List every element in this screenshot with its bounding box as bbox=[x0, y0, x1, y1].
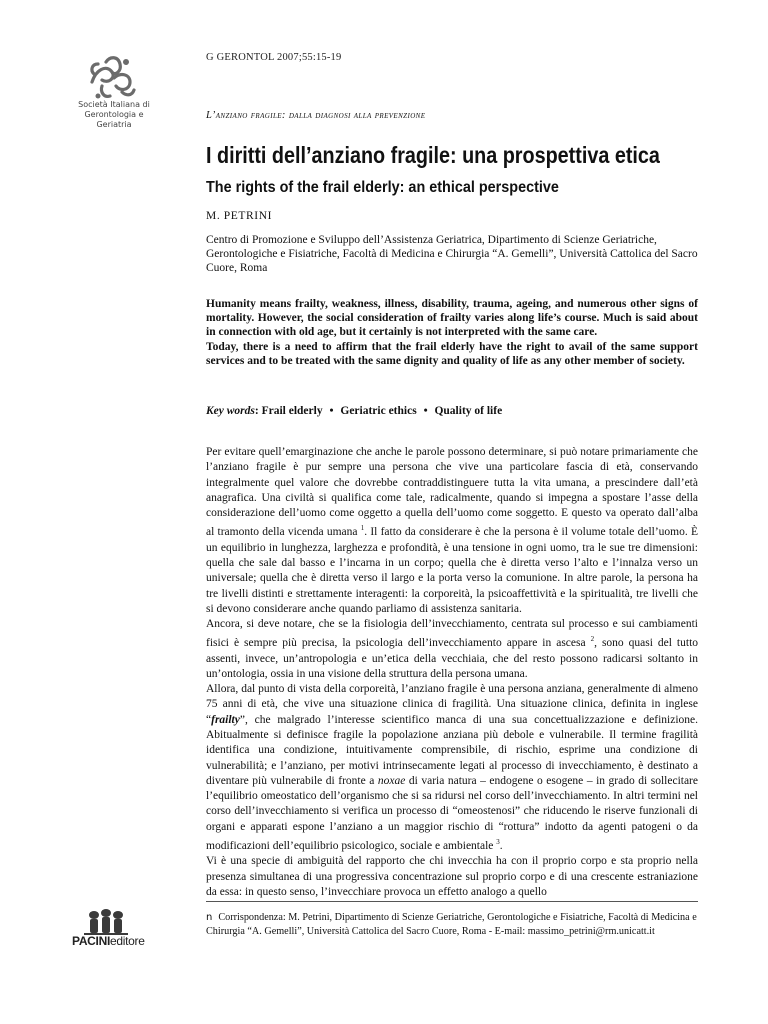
body-text-run: ”, che malgrado l’interesse scientifico manca di una sua concettualizzazione e definizione. Abitualmente si definisce fragile la popolazione anziana più debole e vulnerabile. Il termine fragilità identifica una condizione, intuitivamente comprensibile, di rischio, esprime una condizione di vulnerabilità; e l’anziano, per motivi intrinsecamente legati al processo di invecchiamento, è destinato a diventare più vulnerabile di fronte a bbox=[206, 713, 698, 787]
keyword: Geriatric ethics bbox=[340, 405, 417, 417]
body-paragraph bbox=[206, 682, 698, 854]
body-text-run: , sono quasi del tutto assenti, invece, un’antropologia e un’etica della vecchiaia, che del resto possono radicarsi soltanto in un’ontologia, ossia in una visione della struttura della persona umana. bbox=[206, 637, 699, 680]
body-text-run: di varia natura – endogene o esogene – in grado di sollecitare l’equilibrio omeostatico dell’organismo che si sa ridursi nel corso dell’invecchiamento. In altri termini nel corso dell’invecchiamento si verifica un processo di “omeostenosi” che riducendo le riserve funzionali di organi e apparati espone l’anziano a un maggior rischio di “rottura” indotto da agenti patogeni o da modificazioni dell’equilibrio psicologico, sociale e ambientale bbox=[206, 774, 698, 852]
body-text-run: . Il fatto da considerare è che la persona è il volume totale dell’uomo. È un equilibrio in lunghezza, larghezza e profondità, è una tensione in ogni uomo, tra le sue tre dimensioni: quella che sale dal basso e l’incarna in un corpo; quella che è diretta verso l’alto e l’innalza verso un universale; quella che è diretta verso il largo e la porta verso la comunione. In altre parole, la persona ha tre livelli distinti e strettamente interagenti: la corporeità, la psicoaffettività e la spiritualità, tre livelli che si devono considerare anche quando parliamo di assistenza sanitaria. bbox=[206, 526, 699, 615]
publisher-logo-icon bbox=[82, 905, 130, 937]
journal-citation: G GERONTOL 2007;55:15-19 bbox=[206, 52, 342, 63]
keywords bbox=[206, 404, 698, 418]
emphasis-term: frailty bbox=[211, 713, 240, 726]
abstract-paragraph: Humanity means frailty, weakness, illness, disability, trauma, ageing, and numerous other signs of mortality. However, the social consideration of frailty varies along life’s course. Much is said about in connection with old age, but it certainly is not interpreted with the same care. bbox=[206, 298, 698, 339]
section-label: L’anziano fragile: dalla diagnosi alla prevenzione bbox=[206, 110, 426, 121]
abstract-paragraph: Today, there is a need to affirm that the frail elderly have the right to avail of the same support services and to be treated with the same dignity and quality of life as any other member of society. bbox=[206, 340, 698, 367]
publisher-name-light: editore bbox=[109, 934, 145, 948]
reference-marker[interactable]: 2 bbox=[590, 635, 595, 644]
footnote-marker: n bbox=[206, 912, 213, 923]
body-text-run: Per evitare quell’emarginazione che anche le parole possono determinare, si può notare primariamente che l’anziano fragile è pur sempre una persona che vive una particolare fascia di età, conservando integralmente quel valore che dovrebbe contraddistinguere tutta la vita umana, a prescindere dall’età anagrafica. Una civiltà si qualifica come tale, radicalmente, quando si impegna a spostare l’asse della considerazione dell’uomo come oggetto a quella dell’uomo come soggetto. E questo va operato dall’alba al tramonto della vicenda umana bbox=[206, 446, 698, 539]
correspondence-footnote bbox=[206, 911, 698, 938]
bullet-icon: • bbox=[329, 405, 334, 417]
publisher-name bbox=[72, 934, 152, 948]
society-name-line: Geriatria bbox=[96, 120, 132, 129]
body-paragraph bbox=[206, 617, 698, 682]
body-text bbox=[206, 445, 698, 900]
bullet-icon: • bbox=[423, 405, 428, 417]
footnote-text: Corrispondenza: M. Petrini, Dipartimento di Scienze Geriatriche, Gerontologiche e Fisiatriche, Facoltà di Medicina e Chirurgia “A. Gemelli”, Università Cattolica del Sacro Cuore, Roma - E-mail: massimo_petrini@rm.unicatt.it bbox=[206, 912, 697, 937]
body-text-run: Allora, dal punto di vista della corporeità, l’anziano fragile è una persona anziana, generalmente di almeno 75 anni di età, che vive una situazione clinica di fragilità. Una situazione clinica, definita in inglese “ bbox=[206, 683, 698, 726]
society-name bbox=[60, 100, 168, 130]
keywords-colon: : bbox=[254, 405, 262, 417]
body-text-run: . bbox=[499, 839, 503, 852]
society-name-line: Gerontologia e bbox=[84, 110, 144, 119]
keyword: Frail elderly bbox=[261, 405, 323, 417]
society-logo-icon bbox=[84, 52, 140, 102]
body-paragraph: Vi è una specie di ambiguità del rapporto che chi invecchia ha con il proprio corpo e sta proprio nella presenza simultanea di una progressiva concentrazione sul proprio corpo e di una crescente estraniazione da essa: in questo senso, l’invecchiare provoca un effetto analogo a quello bbox=[206, 855, 698, 898]
reference-marker[interactable]: 1 bbox=[360, 524, 365, 533]
article-title-english: The rights of the frail elderly: an ethical perspective bbox=[206, 179, 559, 196]
author-affiliation: Centro di Promozione e Sviluppo dell’Assistenza Geriatrica, Dipartimento di Scienze Geriatriche, Gerontologiche e Fisiatriche, Facoltà di Medicina e Chirurgia “A. Gemelli”, Università Cattolica del Sacro Cuore, Roma bbox=[206, 234, 698, 275]
keywords-label: Key words bbox=[206, 405, 255, 417]
abstract bbox=[206, 297, 698, 368]
society-name-line: Società Italiana di bbox=[78, 100, 150, 109]
body-text-run: Ancora, si deve notare, che se la fisiologia dell’invecchiamento, centrata sul processo e sui cambiamenti fisici è sempre più precisa, la psicologia dell’invecchiamento appare in ascesa bbox=[206, 618, 698, 650]
reference-marker[interactable]: 3 bbox=[496, 838, 500, 847]
keyword: Quality of life bbox=[434, 405, 503, 417]
footnote-divider bbox=[206, 901, 698, 902]
emphasis-term: noxae bbox=[377, 774, 406, 787]
article-title-italian: I diritti dell’anziano fragile: una prospettiva etica bbox=[206, 142, 660, 168]
body-paragraph bbox=[206, 445, 698, 617]
author-name: M. PETRINI bbox=[206, 210, 273, 222]
publisher-name-bold: PACINI bbox=[72, 934, 110, 948]
